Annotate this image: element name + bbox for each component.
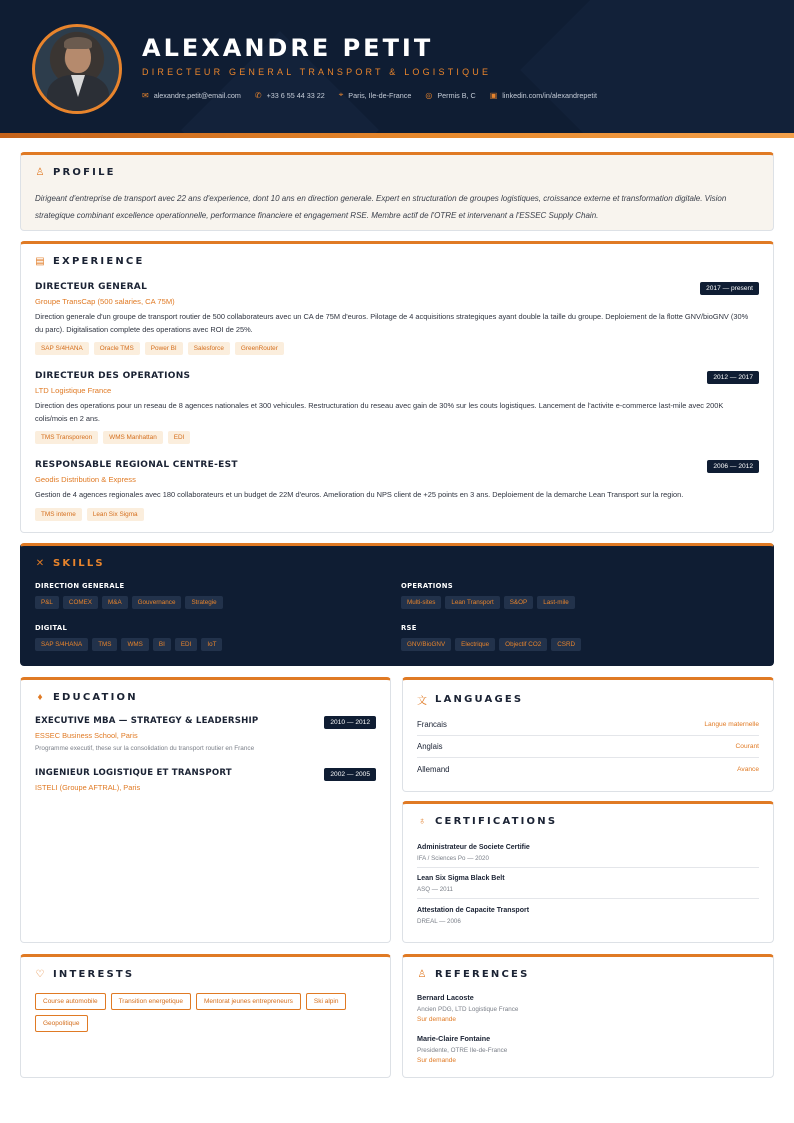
certification-item	[417, 907, 759, 930]
section-title: PROFILE	[53, 167, 116, 178]
profile-photo	[32, 24, 122, 114]
job-entry	[35, 371, 759, 444]
tech-tag: Lean Six Sigma	[87, 508, 144, 521]
skill-tag: IoT	[201, 638, 222, 651]
skill-tag: Gouvernance	[132, 596, 182, 609]
job-company: LTD Logistique France	[35, 386, 112, 395]
resume-header	[0, 0, 794, 134]
tech-tag: TMS Transporeon	[35, 431, 98, 444]
linkedin-icon: ▣	[489, 90, 498, 100]
school-name: ESSEC Business School, Paris	[35, 731, 138, 740]
tech-tag: TMS interne	[35, 508, 82, 521]
tools-icon: ✕	[35, 558, 45, 569]
license-icon: ◎	[425, 90, 433, 100]
skill-tag: Objectif CO2	[499, 638, 547, 651]
education-section	[20, 677, 391, 943]
school-name: ISTELI (Groupe AFTRAL), Paris	[35, 783, 141, 792]
job-entry	[35, 460, 759, 521]
experience-section	[20, 241, 774, 533]
certification-item	[417, 844, 759, 868]
skill-tag: GNV/BioGNV	[401, 638, 451, 651]
section-title: EDUCATION	[53, 692, 138, 703]
reference-item	[417, 993, 759, 1023]
graduation-cap-icon: ♦	[37, 692, 43, 703]
skill-tag: BI	[153, 638, 171, 651]
job-title: DIRECTEUR DES OPERATIONS	[35, 371, 191, 381]
language-name: Allemand	[417, 764, 450, 774]
tag-list	[35, 638, 222, 651]
skill-tag: Last-mile	[537, 596, 575, 609]
skill-tag: Lean Transport	[445, 596, 499, 609]
tech-tag: Salesforce	[188, 342, 230, 355]
contact-license: ◎ Permis B, C	[425, 90, 476, 100]
mail-icon: ✉	[142, 90, 149, 100]
award-icon: ♁	[418, 816, 426, 827]
skill-tag: P&L	[35, 596, 59, 609]
skill-tag: CSRD	[551, 638, 581, 651]
tag-list	[35, 342, 759, 355]
phone-icon: ✆	[254, 90, 262, 100]
skill-group	[35, 624, 222, 651]
job-date: 2017 — present	[700, 282, 759, 295]
language-name: Francais	[417, 720, 447, 729]
header-decoration	[520, 0, 794, 134]
tech-tag: WMS Manhattan	[103, 431, 163, 444]
education-entry	[35, 716, 376, 752]
skill-group-title: RSE	[401, 624, 417, 632]
certification-meta: IFA / Sciences Po — 2020	[417, 855, 489, 862]
reference-role: Ancien PDG, LTD Logistique France	[417, 1006, 519, 1013]
skill-group-title: OPERATIONS	[401, 582, 453, 590]
contact-phone[interactable]: ✆ +33 6 55 44 33 22	[254, 90, 325, 100]
interests-section	[20, 954, 391, 1078]
candidate-title: DIRECTEUR GENERAL TRANSPORT & LOGISTIQUE	[142, 67, 492, 77]
skill-group	[401, 624, 581, 651]
certification-name: Attestation de Capacite Transport	[417, 907, 530, 914]
job-company: Groupe TransCap (500 salaries, CA 75M)	[35, 297, 175, 306]
translate-icon: 文	[417, 696, 427, 707]
section-title: REFERENCES	[435, 969, 530, 980]
language-level: Avance	[737, 765, 759, 773]
section-title: EXPERIENCE	[53, 256, 145, 267]
skill-tag: S&OP	[504, 596, 534, 609]
degree-title: EXECUTIVE MBA — STRATEGY & LEADERSHIP	[35, 716, 259, 726]
certification-name: Administrateur de Societe Certifie	[417, 844, 530, 851]
briefcase-icon: ▤	[35, 256, 45, 267]
section-title: SKILLS	[53, 558, 105, 569]
reference-contact: Sur demande	[417, 1057, 457, 1064]
skill-group	[35, 582, 223, 609]
reference-contact: Sur demande	[417, 1016, 457, 1023]
job-description: Direction des operations pour un reseau de 8 agences nationales et 300 vehicules. Restructuration du reseau avec gain de 30% sur les couts logistiques. Lancement de l'activite e-commerce last-mile avec 200K colis/mois en 2 ans.	[35, 401, 724, 423]
interest-tag: Course automobile	[35, 993, 106, 1010]
person-check-icon: ♙	[417, 969, 427, 980]
profile-text: Dirigeant d'entreprise de transport avec 22 ans d'experience, dont 10 ans en direction generale. Expert en structuration de groupes logistiques, croissance externe et transformation digitale. Vision strategique combinant excellence operationnelle, performance financiere et engagement RSE. Membre actif de l'OTRE et intervenant a l'ESSEC Supply Chain.	[35, 194, 727, 220]
skill-tag: Multi-sites	[401, 596, 441, 609]
tag-list	[35, 508, 759, 521]
location-pin-icon: ⌖	[338, 90, 344, 99]
interest-tag: Mentorat jeunes entrepreneurs	[196, 993, 301, 1010]
degree-title: INGENIEUR LOGISTIQUE ET TRANSPORT	[35, 768, 232, 778]
skill-tag: COMEX	[63, 596, 98, 609]
language-row	[417, 758, 759, 780]
tag-list	[401, 638, 581, 651]
contact-email[interactable]: ✉ alexandre.petit@email.com	[142, 90, 241, 100]
degree-detail: Programme executif, these sur la consolidation du transport routier en France	[35, 745, 255, 752]
tech-tag: GreenRouter	[235, 342, 284, 355]
skill-group-title: DIRECTION GENERALE	[35, 582, 125, 590]
tag-list	[35, 431, 759, 444]
certification-item	[417, 875, 759, 899]
certifications-section	[402, 801, 774, 943]
skill-tag: SAP S/4HANA	[35, 638, 88, 651]
language-row	[417, 736, 759, 758]
interest-tag: Geopolitique	[35, 1015, 88, 1032]
degree-date: 2010 — 2012	[324, 716, 376, 729]
tech-tag: Oracle TMS	[94, 342, 140, 355]
profile-section	[20, 152, 774, 231]
section-title: LANGUAGES	[435, 694, 524, 705]
language-name: Anglais	[417, 742, 443, 751]
certification-meta: ASQ — 2011	[417, 886, 453, 893]
language-row	[417, 714, 759, 736]
reference-name: Marie-Claire Fontaine	[417, 1034, 491, 1043]
contact-list	[142, 90, 597, 100]
skill-tag: TMS	[92, 638, 117, 651]
section-title: INTERESTS	[53, 969, 135, 980]
references-section	[402, 954, 774, 1078]
reference-item	[417, 1034, 759, 1064]
job-title: RESPONSABLE REGIONAL CENTRE-EST	[35, 460, 238, 470]
interest-tag: Ski alpin	[306, 993, 347, 1010]
skill-tag: WMS	[121, 638, 148, 651]
skills-section	[20, 543, 774, 666]
tag-list	[401, 596, 575, 609]
candidate-name: ALEXANDRE PETIT	[142, 34, 434, 62]
degree-date: 2002 — 2005	[324, 768, 376, 781]
job-description: Direction generale d'un groupe de transport routier de 500 collaborateurs avec un CA de 75M d'euros. Pilotage de 4 acquisitions strategiques ayant double la taille du groupe. Deploiement de la flotte GNV/bioGNV (30% du parc). Digitalisation complete des operations avec ROI de 25%.	[35, 312, 749, 334]
tech-tag: SAP S/4HANA	[35, 342, 89, 355]
skill-group	[401, 582, 575, 609]
reference-role: Presidente, OTRE Ile-de-France	[417, 1047, 508, 1054]
header-accent-strip	[0, 133, 794, 138]
tech-tag: EDI	[168, 431, 191, 444]
job-title: DIRECTEUR GENERAL	[35, 282, 148, 292]
tech-tag: Power BI	[145, 342, 183, 355]
job-entry	[35, 282, 759, 355]
certification-name: Lean Six Sigma Black Belt	[417, 875, 505, 882]
person-icon: ♙	[35, 167, 45, 178]
skill-tag: EDI	[175, 638, 198, 651]
heart-icon: ♡	[35, 969, 45, 980]
tag-list	[35, 596, 223, 609]
job-date: 2006 — 2012	[707, 460, 759, 473]
languages-section	[402, 677, 774, 792]
tag-list	[35, 993, 376, 1032]
certification-meta: DREAL — 2006	[417, 918, 461, 925]
job-company: Geodis Distribution & Express	[35, 475, 136, 484]
skill-tag: Strategie	[185, 596, 222, 609]
section-title: CERTIFICATIONS	[435, 816, 558, 827]
contact-location: ⌖ Paris, Ile-de-France	[338, 90, 412, 100]
language-level: Langue maternelle	[704, 721, 759, 728]
language-level: Courant	[735, 743, 759, 750]
skill-group-title: DIGITAL	[35, 624, 68, 632]
job-date: 2012 — 2017	[707, 371, 759, 384]
skill-tag: Electrique	[455, 638, 495, 651]
contact-linkedin[interactable]: ▣ linkedin.com/in/alexandrepetit	[489, 90, 597, 100]
reference-name: Bernard Lacoste	[417, 993, 474, 1002]
education-entry	[35, 768, 376, 792]
skill-tag: M&A	[102, 596, 128, 609]
job-description: Gestion de 4 agences regionales avec 180 collaborateurs et un budget de 22M d'euros. Amelioration du NPS client de +25 points en 3 ans. Deploiement de la demarche Lean Transport sur la region.	[35, 490, 684, 499]
interest-tag: Transition energetique	[111, 993, 191, 1010]
